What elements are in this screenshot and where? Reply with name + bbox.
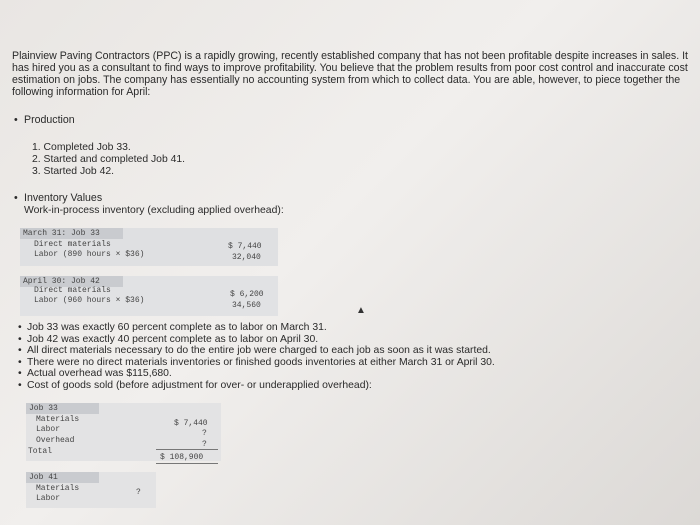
list-item: • Job 42 was exactly 40 percent complete as to labor on April 30. [18,334,688,346]
table-cell: ? [202,440,207,449]
table-cell: 34,560 [232,301,261,310]
table-cell: Labor (960 hours × $36) [34,296,145,305]
table-cell: ? [136,488,141,497]
cogs-job33-table [26,403,226,465]
table-cell: Materials [36,415,80,424]
table-header: Job 33 [26,403,99,414]
table-cell: Direct materials [34,286,111,295]
table-cell: Materials [36,484,80,493]
production-list [32,142,185,178]
table-cell: Total [28,447,53,456]
table-cell: Overhead [36,436,75,445]
list-item: 3. Started Job 42. [32,166,115,177]
table-cell: ? [202,429,207,438]
table-cell: 32,040 [232,253,261,262]
april-wip-table [20,276,280,318]
list-item: • All direct materials necessary to do the entire job were charged to each job as soon as it was started. [18,345,688,357]
cursor-arrow-icon: ▲ [356,305,366,316]
table-cell: $ 108,900 [160,453,204,462]
table-cell: Labor (890 hours × $36) [34,250,145,259]
table-header: Job 41 [26,472,99,483]
intro-paragraph: Plainview Paving Contractors (PPC) is a rapidly growing, recently established company that has not been profitable despite increases in sales. It has hired you as a consultant to find ways to improve profitability. You believe that the problem results from poor cost control and inaccurate cost estimation on jobs. The company has essentially no accounting system from which to collect data. You are able, however, to piece together the following information for April: [12,50,688,98]
list-item: • There were no direct materials inventories or finished goods inventories at either March 31 or April 30. [18,357,688,369]
table-header: April 30: Job 42 [20,276,123,287]
march-wip-table [20,228,280,268]
production-heading: • Production [14,114,75,126]
sum-rule [156,449,218,450]
table-cell: Direct materials [34,240,111,249]
inventory-subheading: Work-in-process inventory (excluding applied overhead): [24,205,284,216]
list-item: • Cost of goods sold (before adjustment for over- or underapplied overhead): [18,380,688,392]
facts-list [18,322,688,392]
table-cell: $ 7,440 [228,242,262,251]
cogs-job41-table [26,472,186,512]
table-cell: Labor [36,425,61,434]
table-cell: $ 7,440 [174,419,208,428]
total-rule [156,463,218,464]
list-item: • Job 33 was exactly 60 percent complete as to labor on March 31. [18,322,688,334]
list-item: 1. Completed Job 33. [32,142,131,153]
table-cell: $ 6,200 [230,290,264,299]
list-item: • Actual overhead was $115,680. [18,368,688,380]
inventory-heading: • Inventory Values [14,192,103,204]
list-item: 2. Started and completed Job 41. [32,154,186,165]
table-cell: Labor [36,494,61,503]
table-header: March 31: Job 33 [20,228,123,239]
